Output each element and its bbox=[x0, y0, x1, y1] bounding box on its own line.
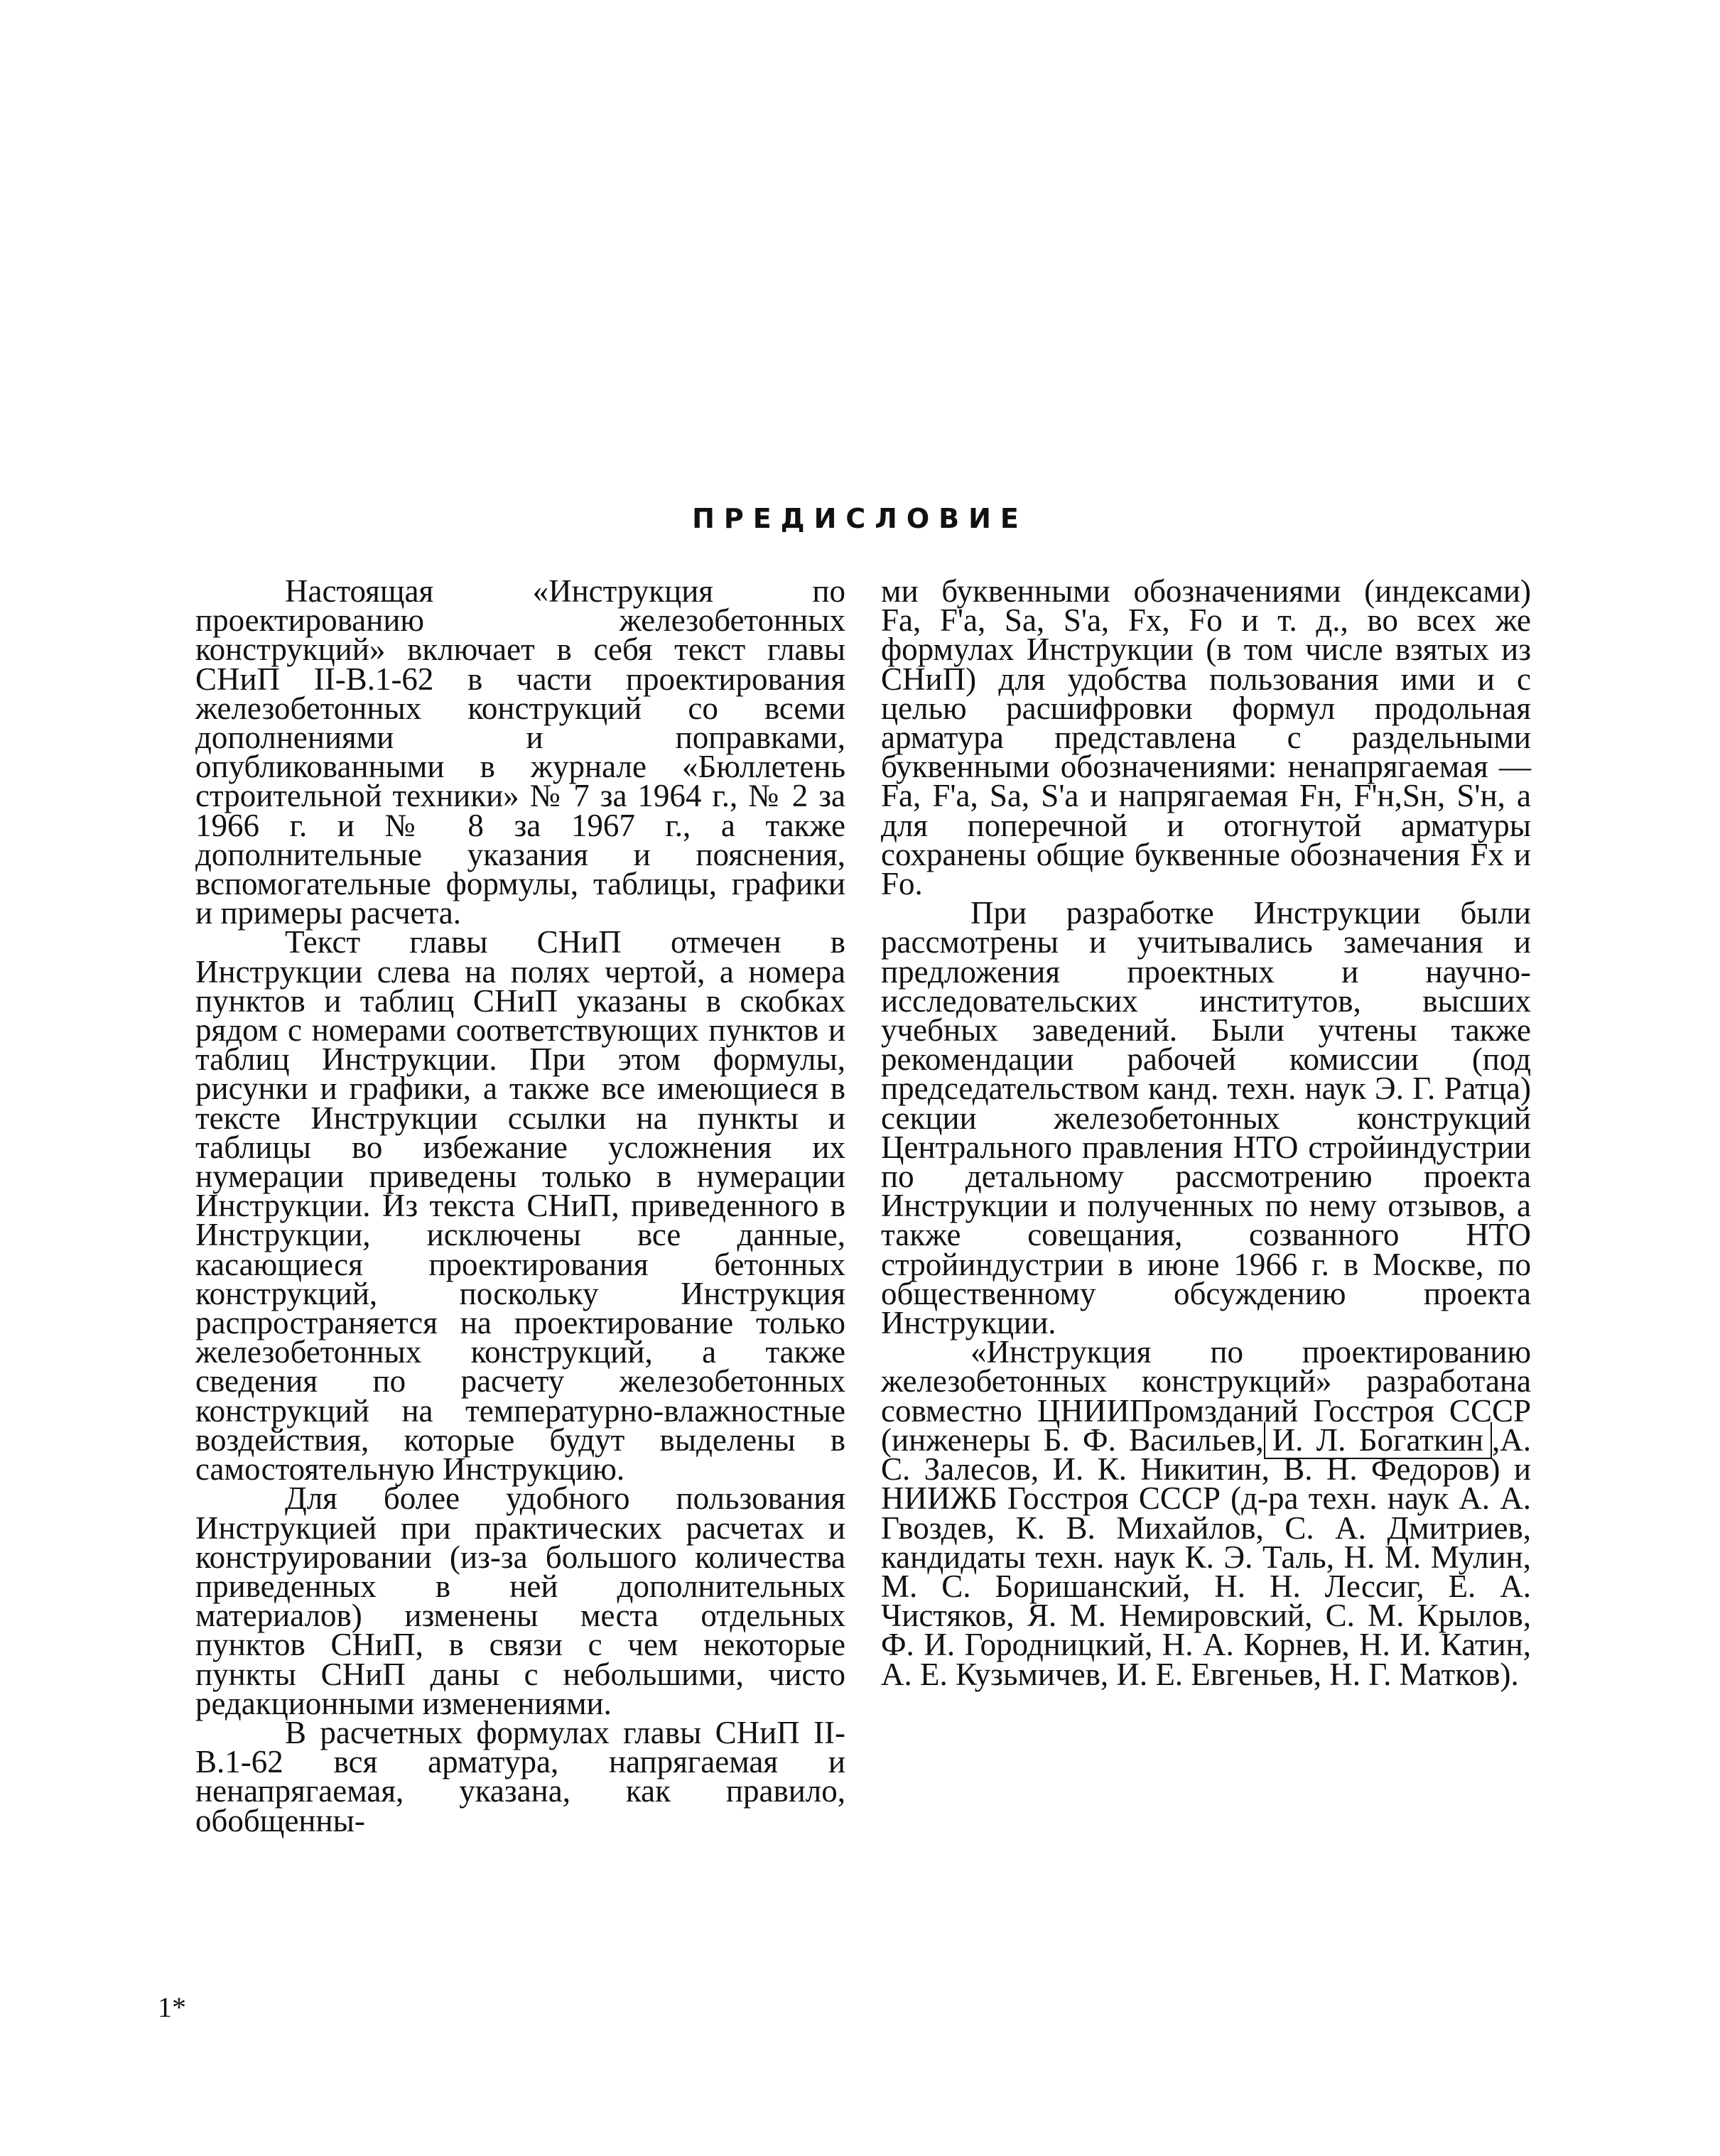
page-title: ПРЕДИСЛОВИЕ bbox=[692, 503, 1028, 534]
authors-text-after: ,А. С. Залесов, И. К. Никитин, В. Н. Федоров) и НИИЖБ Госстроя СССР (д-ра техн. наук А. А. Гвоздев, К. В. Михайлов, С. А. Дмитриев, кандидаты техн. наук К. Э. Таль, Н. М. Мулин, М. С. Боришанский, Н. Н. Лессиг, Е. А. Чистяков, Я. М. Немировский, С. М. Крылов, Ф. И. Городницкий, Н. А. Корнев, Н. И. Катин, А. Е. Кузьмичев, И. Е. Евгеньев, Н. Г. Матков). bbox=[881, 1421, 1531, 1692]
paragraph-authors bbox=[881, 1334, 1531, 1692]
paragraph-formulas-start: В расчетных формулах главы СНиП II-В.1-62 вся арматура, напрягаемая и ненапрягаемая, указана, как правило, обобщенны- bbox=[195, 1714, 845, 1838]
page-number: 1* bbox=[158, 1991, 186, 2023]
paragraph-formulas-continued: ми буквенными обозначениями (индексами) Fa, F'a, Sa, S'a, Fx, Fo и т. д., во всех же формулах Инструкции (в том числе взятых из СНиП) для удобства пользования ими и с целью расшифровки формул продольная арматура представлена с раздельными буквенными обозначениями: ненапрягаемая — Fa, F'a, Sa, S'a и напрягаемая Fн, F'н,Sн, S'н, а для поперечной и отогнутой арматуры сохранены общие буквенные обозначения Fx и Fo. bbox=[881, 573, 1531, 902]
right-column bbox=[881, 573, 1531, 1692]
left-column bbox=[195, 573, 845, 1838]
paragraph-reordering: Для более удобного пользования Инструкцией при практических расчетах и конструировании (из-за большого количества приведенных в ней дополнительных материалов) изменены места отдельных пунктов СНиП, в связи с чем некоторые пункты СНиП даны с небольшими, чисто редакционными изменениями. bbox=[195, 1480, 845, 1721]
authors-text-before: «Инструкция по проектированию железобетонных конструкций» разработана совместно ЦНИИПромзданий Госстроя СССР (инженеры Б. Ф. Васильев, bbox=[881, 1334, 1531, 1458]
paragraph-intro: Настоящая «Инструкция по проектированию железобетонных конструкций» включает в себя текст главы СНиП II-В.1-62 в части проектирования железобетонных конструкций со всеми дополнениями и поправками, опубликованными в журнале «Бюллетень строительной техники» № 7 за 1964 г., № 2 за 1966 г. и № 8 за 1967 г., а также дополнительные указания и пояснения, вспомогательные формулы, таблицы, графики и примеры расчета. bbox=[195, 573, 845, 931]
paragraph-review: При разработке Инструкции были рассмотрены и учитывались замечания и предложения проектных и научно-исследовательских институтов, высших учебных заведений. Были учтены также рекомендации рабочей комиссии (под председательством канд. техн. наук Э. Г. Ратца) секции железобетонных конструкций Центрального правления НТО стройиндустрии по детальному рассмотрению проекта Инструкции и полученных по нему отзывов, а также совещания, созванного НТО стройиндустрии в июне 1966 г. в Москве, по общественному обсуждению проекта Инструкции. bbox=[881, 895, 1531, 1341]
deceased-author-box: И. Л. Богаткин bbox=[1264, 1422, 1492, 1459]
paragraph-text-marking: Текст главы СНиП отмечен в Инструкции слева на полях чертой, а номера пунктов и таблиц СНиП указаны в скобках рядом с номерами соответствующих пунктов и таблиц Инструкции. При этом формулы, рисунки и графики, а также все имеющиеся в тексте Инструкции ссылки на пункты и таблицы во избежание усложнения их нумерации приведены только в нумерации Инструкции. Из текста СНиП, приведенного в Инструкции, исключены все данные, касающиеся проектирования бетонных конструкций, поскольку Инструкция распространяется на проектирование только железобетонных конструкций, а также сведения по расчету железобетонных конструкций на температурно-влажностные воздействия, которые будут выделены в самостоятельную Инструкцию. bbox=[195, 924, 845, 1488]
